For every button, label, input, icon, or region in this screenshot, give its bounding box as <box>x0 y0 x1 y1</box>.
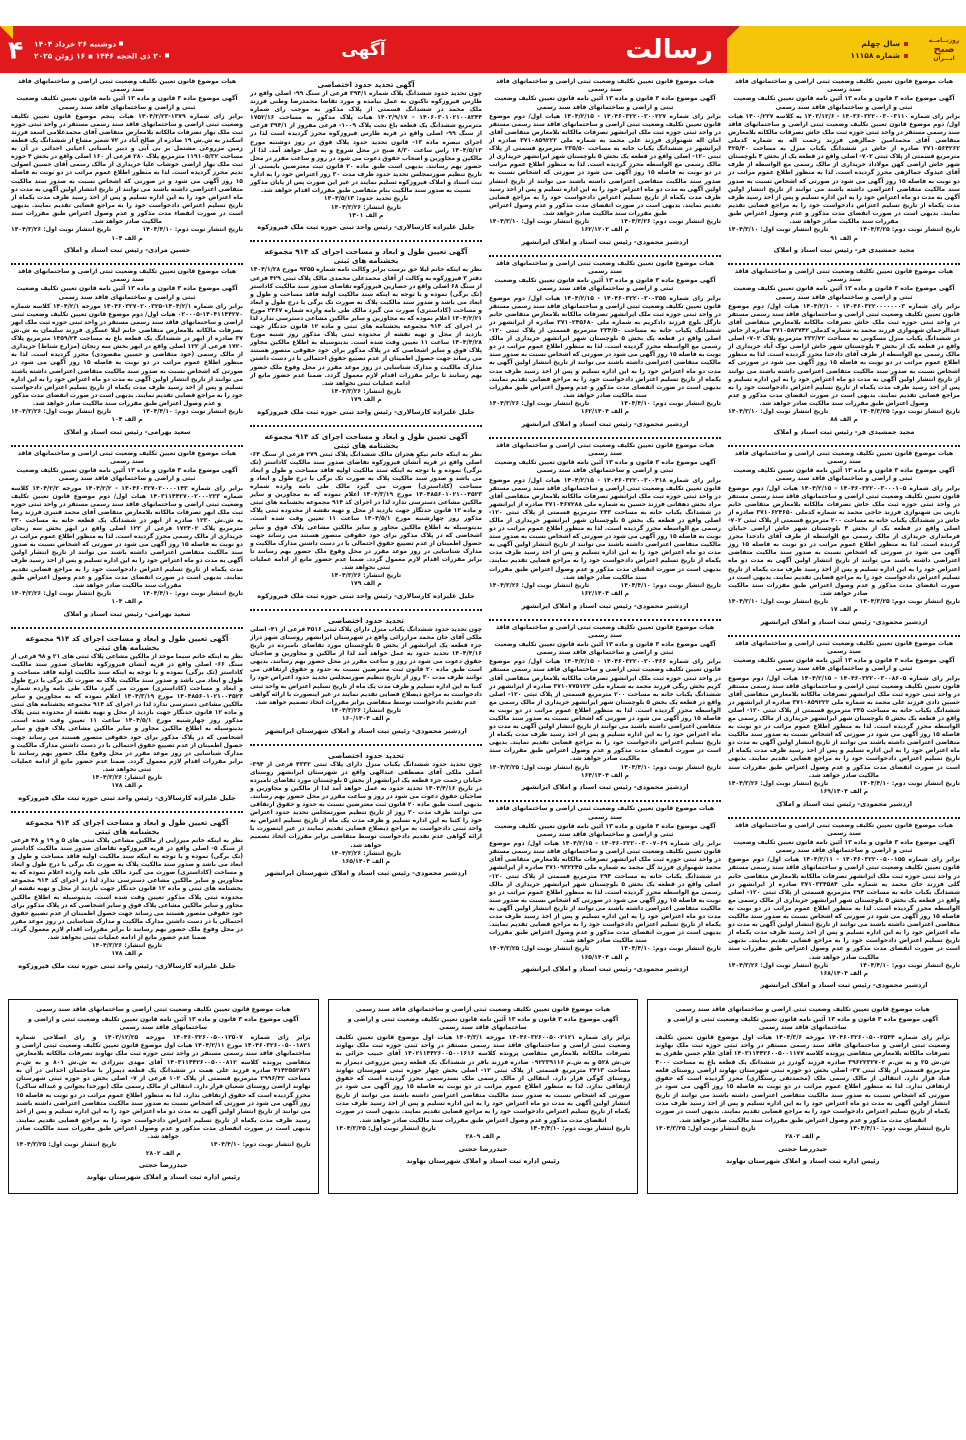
ad-publication-dates <box>728 780 960 788</box>
ad-publication-date <box>250 204 482 212</box>
date-solar: دوشنبه ۲۶ خرداد ۱۴۰۴ <box>34 39 117 48</box>
publication-date-2: تاریخ انتشار نوبت دوم: ۱۴۰۴/۴/۱۰ <box>620 399 721 407</box>
ad-reference-code: م الف ۲۸۰۲ <box>145 1149 181 1157</box>
ad-reference-code: م الف ۱۶۲/۱۲۰۲ <box>580 226 630 234</box>
publication-date-2: تاریخ انتشار نوبت دوم: ۱۴۰۴/۴/۱۰ <box>210 1141 311 1149</box>
publication-date-2: تاریخ انتشار نوبت دوم: ۱۴۰۴/۳/۲۵ <box>859 226 960 234</box>
publication-date-1: تاریخ انتشار نوبت اول: ۱۴۰۴/۳/۲۶ <box>11 589 112 597</box>
classified-ad <box>250 749 482 881</box>
ad-body-text: برابر رای شماره ۱۴۰۴/۲/۱-۱۴۰۴۶۰۳۲۷۰۲۰۰۳۲۵ مورخه ۱۴۰۴/۲/۱ کلاسه شماره ۱۴۰۴۱۱۴۴۲۷۰-۰۲۰۰۰۵ هیات اول/ دوم موضوع قانون تعیین تکلیف وضعیت ثبتی اراضی و ساختمانهای فاقد سند رسمی مستقر در واحد ثبتی حوزه ثبت ملک ابهر نصرفات مالکانه بلامعارض متقاضی خانم لیلا عسگری فرزند سلیمان به ش.ش ۳۷ صادره از ابهر در ششدانگ یک قطعه باغ به مساحت ۱۴۵۹/۲۴ مترمربع پلاک ۱۷۲۰ فرعی از ۱۲۲ اصلی واقع در ابهر بخش سه زنجان (مزارع شناط) خریداری از مالک رسمی (خود متقاضی و حسین مقصودی) محرز گردیده است. لذا به منظور اطلاع عموم مراتب در دو نوبت به فاصله ۱۵ روز آگهی می شود در صورتی که اشخاص نسبت به صدور سند مالکیت متقاضی اعتراضی داشته باشند می توانند از تاریخ انتشار اولین آگهی به مدت دو ماه اعتراض خود را به این اداره تسلیم و پس از اخذ رسید ظرف مدت یکماه از تاریخ تسلیم اعتراض دادخواست خود را به مراجع قضایی تقدیم نمایند. بدیهی است در صورت انقضای مدت مذکور و عدم وصول اعتراض طبق مقررات سند مالکیت صادر خواهد شد. <box>11 302 244 407</box>
publication-date-2: تاریخ انتشار نوبت دوم: ۱۴۰۴/۴/۱۰ <box>142 589 243 597</box>
ad-publication-date <box>250 707 482 715</box>
ad-signature: سعید بهرامی- رئیس ثبت اسناد و املاک <box>63 609 191 618</box>
ad-body-text: چون تحدید حدود ششدانگ یکباب منزل دارای پلاک ثبتی ۴۳۳۲ فرعی از ۳۹۴- اصلی ملکی آقای مصطفی عبدالهی واقع در شهرستان ایرانشهر روستای خیابان رحمت جزء قطعه یک ایرانشهر از بخش ۵ بلوچستان مورد تقاضای نامبرده در تاریخ ۱۴۰۴/۴/۱۶ تحدید حدود به عمل خواهد آمد لذا از مالکین و مجاورین و صاحبان حقوق دعوت می شود در روز و ساعت مقرر در محل حضور بهم رسانند. بدیهی است طبق ماده ۲۰ قانون ثبت معترضین نسبت به حدود و حقوق ارتفاقی می توانند ظرف مدت ۳۰ روز از تاریخ تنظیم صورتمجلس تحدید حدود اعتراض خود را کتبا به این اداره تسلیم و ظرف مدت یک ماه از تاریخ تسلیم اعتراض به واحد ثبتی دادخواست به مراجع ذیصلاح قضایی تقدیم نمایند در غیر اینصورت با ارائه گواهی عدم تقدیم دادخواست توسط متقاضی برابر مقررات اتخاذ تصمیم خواهد شد. <box>250 760 483 849</box>
classified-ad <box>728 822 960 993</box>
publication-date-2: تاریخ انتشار نوبت دوم: ۱۴۰۴/۳/۲۵ <box>859 407 960 415</box>
ad-title: آگهی تحدید حدود اختصاصی <box>317 80 415 89</box>
ad-reference-code: م الف ۱۷۸ <box>111 782 143 790</box>
ad-reference-code: م الف ۱۴۰۱ <box>348 212 384 220</box>
ad-signature: اردشیر محمودی- رئیس ثبت اسناد و املاک <box>776 799 912 808</box>
ad-separator <box>250 744 482 746</box>
ad-signature: جلیل علیزاده کارسالاری- رئیس واحد ثبتی حوزه ثبت ملک فیروزکوه <box>257 223 475 232</box>
ad-body-text: برابر رای شماره ۱۴۰۴۶۰۳۲۲۰۰۰۰۰۰۰۳ - ۱۴۰۴/۲/۱۰ هیات اول/ دوم موضوع قانون تعیین تکلیف وضعیت ثبتی اراضی و ساختمانهای فاقد سند رسمی مستقر در واحد ثبتی حوزه ثبت ملک خاش تصرفات مالکانه بلامعارض متقاضی آقای عبدالرحمان شهنوازی فرزند محمد به شماره کدملی ۳۷۱۰۵۸۳۷۴۲ صادره از خاش در ششدانگ یکباب منزل مسکونی به مساحت ۲۳۲/۷۲ مترمربع پلاک ۷۰۲- اصلی واقع در قطعه یک از بخش ۴ بلوچستان شهر خاش اراضی نوک آباد خریداری از مالک رسمی مع الواسطه از طرف آقای دادخدا محرز گردیده است. لذا به منظور اطلاع عموم مراتب در دو نوبت به فاصله ۱۵ روز آگهی می شود در صورتی که اشخاص نسبت به صدور سند مالکیت متقاضی اعتراضی داشته باشند می توانند از تاریخ انتشار اولین آگهی به مدت دو ماه اعتراض خود را به این اداره تسلیم و پس از اخذ رسید ظرف مدت یکماه از تاریخ تسلیم اعتراض دادخواست خود را به مراجع قضایی تقدیم نمایند. بدیهی است در صورت انقضای مدت مذکور و عدم وصول اعتراض طبق مقررات سند مالکیت صادر خواهد شد. <box>728 302 961 407</box>
ad-reference-code: م الف ۲۸۰۲ <box>785 1133 821 1141</box>
ad-body-text: برابر رای شماره ۱۴۰۴۶۰۳۲۲۰۰۳۰۰۴۱۸ - ۱۴۰۴/۲/۱۵ هیات اول/ دوم موضوع قانون تعیین تکلیف وضعیت ثبتی اراضی و ساختمانهای فاقد سند رسمی مستقر در واحد ثبتی حوزه ثبت ملک ایرانشهر تصرفات مالکانه بلامعارض متقاضی آقای مراد بخش دهقانی فرزند حسین به شماره ملی ۳۷۱۰۴۶۷۲۸۸ صادره از ایرانشهر در ششدانگ یکباب خانه به مساحت ۲۴۳ مترمربع قسمتی از پلاک ثبتی ۱۲۰- اصلی واقع در قطعه یک بخش ۵ بلوچستان شهر ایرانشهر خریداری از مالک رسمی مع الواسطه محرز گردیده است. لذا به منظور اطلاع عموم مراتب در دو نوبت به فاصله ۱۵ روز آگهی می شود در صورتی که اشخاص نسبت به صدور سند مالکیت متقاضی اعتراضی داشته باشند می توانند از تاریخ انتشار اولین آگهی به مدت دو ماه اعتراض خود را به این اداره تسلیم و پس از اخذ رسید ظرف مدت یکماه از تاریخ تسلیم اعتراض دادخواست خود را به مراجع قضایی تقدیم نمایند. بدیهی است در صورت انقضای مدت مذکور و عدم وصول اعتراض طبق مقررات سند مالکیت صادر خواهد شد. <box>489 476 722 581</box>
logo-line-3: ایـــران <box>933 55 955 62</box>
classified-ad <box>728 268 960 439</box>
ad-heading-notice: آگهی موضوع ماده ۳ قانون و ماده ۱۳ آئین نامه قانون تعیین تکلیف وضعیت ثبتی و اراضی و ساختمانهای فاقد سند رسمی <box>494 822 716 838</box>
ad-publication-dates <box>11 590 243 598</box>
publication-date-1: تاریخ انتشار نوبت اول: ۱۴۰۴/۳/۲۶ <box>11 407 112 415</box>
ad-heading-notice: آگهی موضوع ماده ۳ قانون و ماده ۱۳ آئین نامه قانون تعیین تکلیف وضعیت ثبتی و اراضی و ساختمانهای فاقد سند رسمی <box>733 95 955 111</box>
ad-signature: حسین مرادی- رئیس ثبت اسناد و املاک <box>63 245 191 254</box>
publication-date-2: تاریخ انتشار نوبت دوم: ۱۴۰۴/۳/۲۵ <box>859 597 960 605</box>
publication-date-2: تاریخ انتشار نوبت دوم: ۱۴۰۴/۴/۱۰ <box>142 407 243 415</box>
ad-publication-dates <box>489 218 721 226</box>
masthead-left-panel <box>727 26 966 73</box>
newspaper-column-2 <box>489 78 721 995</box>
publication-date-2: تاریخ انتشار نوبت دوم: ۱۴۰۴/۴/۱۰ <box>849 1124 950 1132</box>
publication-date-2: تاریخ انتشار نوبت دوم: ۱۴۰۴/۴/۱۰ <box>529 1124 631 1132</box>
ad-reference-code: م الف ۹۱ <box>830 234 858 242</box>
issue-label-row <box>851 51 908 60</box>
ad-body-text: برابر رای شماره ۱۴۰۴۶۰۳۲۶۰۰۵۰۰۱۳۵۰۷ مورخه ۱۴۰۳/۱۲/۲۵ و رای اصلاحی شماره ۱۴۰۴۶۰۳۲۶۰۰۵۰۰۱۸۲۱ مورخ ۱۴۰۴/۲/۱۱ هیات اول موضوع قانون تعیین تکلیف وضعیت ثبتی اراضی و ساختمانهای فاقد سند رسمی مستقر در واحد ثبتی حوزه ثبت ملک نهاوند تصرفات مالکانه بلامعارض متقاضی پرونده کلاسه ۱۴۰۳۱۱۴۴۲۶۰۰۵۰۰۰۸۱۲ آقای مهدی بیرزادی به ش.ش ۸۰۱ و به ش.م ۴۱۴۲۵۵۲۸۳۱ صادره فرزند علی همت در ششدانگ یک قطعه دیمزار با ساختمان احداثی در آن به مساحت ۲۹۹۶/۴۲ مترمربع قسمتی از پلاک ۱۰۲ فرعی از ۷- اصلی بخش دو حوزه ثبتی شهرستان نهاوند اراضی روستای شعبان قرار دارد. انتقالی از مالک رسمی ملک (نورخدا بجوانی و عبداله ساکی) محرز گردیده است که حقوق ارتفاقی ندارد. لذا به منظور اطلاع عموم مراتب در دو نوبت به فاصله ۱۵ روز آگهی می شود در صورتی که اشخاص نسبت به صدور سند مالکیت متقاضی اعتراضی داشته باشند می توانند از تاریخ انتشار اولین آگهی به مدت دو ماه اعتراض خود را به این اداره تسلیم و پس از اخذ رسید ظرف مدت یکماه از تاریخ تسلیم اعتراض دادخواست خود را به مراجع قضایی تقدیم نمایند. بدیهی است در صورت انقضای مدت مذکور و عدم وصول اعتراض طبق مقررات سند مالکیت صادر خواهد شد. <box>15 1033 311 1141</box>
ad-separator <box>728 445 960 447</box>
classified-ad <box>11 450 243 621</box>
ad-publication-dates <box>728 962 960 970</box>
newspaper-column-1 <box>728 78 960 995</box>
classified-ad <box>11 632 243 805</box>
ad-body-text: برابر رای شماره ۱۴۰۴۶۰۳۲۲۰۰۳۰۰۸۶۰۵ - ۱۴۰۴/۲/۱۵ هیات اول/ دوم موضوع قانون تعیین تکلیف وضعیت ثبتی اراضی و ساختمانهای فاقد سند رسمی مستقر در واحد ثبتی حوزه ثبت ملک ایرانشهر تصرفات مالکانه بلامعارض متقاضی آقای حسین دادی فرزند علی محمد به شماره ملی ۳۷۱۰۸۵۹۲۲۲ صادره از ایرانشهر در ششدانگ یکباب خانه به مساحت ۲۳۵ مترمربع قسمتی از پلاک ثبتی ۱۲۰- اصلی واقع در قطعه یک بخش ۵ بلوچستان شهر ایرانشهر خریداری از مالک رسمی مع الواسطه محرز گردیده است. لذا به منظور اطلاع عموم مراتب در دو نوبت به فاصله ۱۵ روز آگهی می شود در صورتی که اشخاص نسبت به صدور سند مالکیت متقاضی اعتراضی داشته باشند می توانند از تاریخ انتشار اولین آگهی به مدت دو ماه اعتراض خود را به این اداره تسلیم و پس از اخذ رسید ظرف مدت یکماه از تاریخ تسلیم اعتراض دادخواست خود را به مراجع قضایی تقدیم نمایند. بدیهی است در صورت انقضای مدت مذکور و عدم وصول اعتراض طبق مقررات سند مالکیت صادر خواهد شد. <box>728 674 961 779</box>
boxed-ads-row <box>0 999 966 1194</box>
page-number: ۴ <box>8 35 24 64</box>
ad-body-text: چون تحدید حدود ششدانگ یکباب منزل دارای پلاک ثبتی ۴۵۱۶ فرعی از ۴۱- اصلی ملکی آقای جان محمد مزارزائی واقع در شهرستان ایرانشهر روستای شهر دراز جزء قطعه یک ایرانشهر از بخش ۵ بلوچستان مورد تقاضای نامبرده در تاریخ ۱۴۰۴/۴/۱۶ تحدید حدود به عمل خواهد آمد لذا از مالکین و مجاورین و صاحبان حقوق دعوت می شود در روز و ساعت مقرر در محل حضور بهم رسانند. بدیهی است طبق ماده ۲۰ قانون ثبت معترضین نسبت به حدود و حقوق ارتفاقی می توانند ظرف مدت ۳۰ روز از تاریخ تنظیم صورتمجلس تحدید حدود اعتراض خود را کتبا به این اداره تسلیم و ظرف مدت یک ماه از تاریخ تسلیم اعتراض به واحد ثبتی دادخواست به مراجع ذیصلاح قضایی تقدیم نمایند در غیر اینصورت با ارائه گواهی عدم تقدیم دادخواست توسط متقاضی برابر مقررات اتخاذ تصمیم خواهد شد. <box>250 625 483 706</box>
ad-separator <box>250 425 482 427</box>
ad-heading-notice: آگهی موضوع ماده ۳ قانون و ماده ۱۳ آئین نامه قانون تعیین تکلیف وضعیت ثبتی و اراضی و ساختمانهای فاقد سند رسمی <box>494 459 716 475</box>
classified-ad <box>11 78 243 257</box>
ad-separator <box>728 635 960 637</box>
ad-heading-notice: آگهی موضوع ماده ۳ قانون و ماده ۱۳ آئین نامه قانون تعیین تکلیف وضعیت ثبتی و اراضی و ساختمانهای فاقد سند رسمی <box>494 640 716 657</box>
ad-reference-code: م الف ۱۶۲/۱۴۰۴ <box>580 590 630 598</box>
ad-heading-notice: آگهی موضوع ماده ۳ قانون و ماده ۱۳ آئین نامه قانون تعیین تکلیف وضعیت ثبتی و اراضی و ساختمانهای فاقد سند رسمی <box>494 95 716 111</box>
publication-date-1: تاریخ انتشار نوبت اول: ۱۴۰۴/۳/۲۶ <box>11 226 112 234</box>
publication-date-1: تاریخ انتشار نوبت اول: ۱۴۰۴/۳/۱۰ <box>728 226 829 234</box>
publication-date: تاریخ انتشار: ۱۴۰۴/۳/۲۶ <box>91 942 163 950</box>
ad-signature-name: حیدررضا حجتی <box>138 1161 188 1170</box>
ad-title: آگهی تعیین طول و ابعاد و مساحت اجرای کد ۹۱۴ مجموعه بخشنامه های ثبتی <box>25 817 229 836</box>
ad-heading-board: هیات موضوع قانون تعیین تکلیف وضعیت ثبتی اراضی و ساختمانهای فاقد سند رسمی <box>17 267 237 284</box>
ad-tahdid-date-row <box>250 195 482 203</box>
publication-date-1: تاریخ انتشار نوبت اول: ۱۴۰۴/۳/۲۶ <box>489 581 590 589</box>
publication-date: تاریخ انتشار: ۱۴۰۴/۳/۲۶ <box>91 774 163 782</box>
ad-separator <box>11 627 243 629</box>
classifieds-sheet <box>0 78 966 1440</box>
classified-ad <box>489 78 721 249</box>
masthead <box>0 26 966 73</box>
ad-body-text: نظر به اینکه خانم نیکو هجران مالک ششدانگ پلاک ثبتی ۲۷۹ فرعی از سنگ ۶۴- اصلی واقع در قریه آتشان فیروزکوه تقاضای صدور سند مالکیت کاداستر (تک برگی) نموده و با توجه به اینکه سند مالکیت اولیه فاقد مساحت و طول و ابعاد می باشد و صدور سند مالکیت پلاک به صورت تک برگی با درج طول و ابعاد و مساحت (کاداستری) صورت می گیرد مالک طی نامه وارده شماره ۱۴۰۴۸۵۶۰۱۰۲۱۰۰۴۵۲۳ مورخ ۱۴۰۴/۳/۱۹ اعلام نموده که به مجاورین و سایر مالکین مشاعی دسترسی ندارد لذا در اجرای کد ۹۱۴ مجموعه بخشنامه های ثبتی و ماده ۱۲ قانون حدنگار جهت بازدید از محل و تهیه نقشه از محدوده ثبتی پلاک مذکور روز چهارشنبه مورخ ۱۴۰۴/۵/۱ ساعت ۱۱ تعیین وقت شده است. بدینوسیله به اطلاع مالکین مجاور و سایر مالکین مشاعی پلاک فوق و سایر اشخاصی که در پلاک مذکور برای خود حقوقی متصور هستند می رساند جهت حصول اطمینان از عدم تضییع حقوق احتمالی با در دست داشتن مدارک مالکیت و مدارک شناسایی در روز موعد مقرر در محل وقوع ملک حضور بهم رسانند تا برابر مقررات اقدام لازم معمول گردد. ضمنا عدم حضور مانع از ادامه عملیات ثبتی نخواهد شد. <box>250 450 483 571</box>
ad-publication-dates <box>728 226 960 234</box>
newspaper-logo-stamp <box>922 31 966 69</box>
masthead-dates <box>34 39 169 60</box>
ad-heading-notice: آگهی موضوع ماده ۳ قانون و ماده ۱۳ آئین نامه قانون تعیین تکلیف وضعیت ثبتی و اراضی و ساختمانهای فاقد سند رسمی <box>16 285 238 301</box>
bullet-square-icon <box>904 54 908 58</box>
column-grid <box>0 78 966 995</box>
publication-date-1: تاریخ انتشار نوبت اول: ۱۴۰۴/۳/۲۵ <box>489 763 590 771</box>
publication-date-2: تاریخ انتشار نوبت دوم: ۱۴۰۴/۴/۱۰ <box>142 226 243 234</box>
publication-date-1: تاریخ انتشار نوبت اول: ۱۴۰۴/۳/۲۶ <box>489 399 590 407</box>
ad-signature: مجید جمشیدی فر- رئیس ثبت اسناد و املاک <box>773 427 915 436</box>
ad-publication-dates <box>728 408 960 416</box>
publication-date-1: تاریخ انتشار نوبت اول: ۱۴۰۴/۳/۲۶ <box>728 961 829 969</box>
ad-body-text: برابر رای شماره ۱۴۰۴۶۰۳۲۶۰۰۵۰۰۲۵۴۴ مورخه ۱۴۰۴/۳/۶ هیات اول موضوع قانون تعیین تکلیف وضعیت ثبتی اراضی و ساختمانهای فاقد سند رسمی مستقر در واحد ثبتی حوزه ثبت ملک نهاوند تصرفات مالکانه بلامعارض متقاضی پرونده کلاسه ۱۴۰۳۱۱۴۴۲۶۰۰۵۰۰۱۱۷۷ آقای غلام حسن ظفری به ش.ش ۲۵ و به ش.م ۳۹۶۲۲۳۲۷۰۲ صادره فرزند گودرز در ششدانگ یک قطعه باغ به مساحت ۴۰۰۰ مترمربع قسمتی از پلاک ثبتی ۳۷- اصلی بخش دو حوزه ثبتی شهرستان نهاوند اراضی روستای قلعه قباد قرار دارد. انتقالی از مالک رسمی ملک (محمدتقی رستگاری) محرز گردیده است که حقوق ارتفاقی ندارد. لذا به منظور اطلاع عموم مراتب در دو نوبت به فاصله ۱۵ روز آگهی می شود در صورتی که اشخاص نسبت به صدور سند مالکیت متقاضی اعتراضی داشته باشند می توانند از تاریخ انتشار اولین آگهی به مدت دو ماه اعتراض خود را به این اداره تسلیم و پس از اخذ رسید ظرف مدت یکماه از تاریخ تسلیم اعتراض دادخواست خود را به مراجع قضایی تقدیم نمایند. بدیهی است در صورت انقضای مدت مذکور و عدم وصول اعتراض طبق مقررات سند مالکیت صادر خواهد شد. <box>655 1033 951 1124</box>
ad-signature: جلیل علیزاده کارسالاری- رئیس واحد ثبتی حوزه ثبت ملک فیروزکوه <box>257 407 475 416</box>
ad-body-text: برابر رای شماره ۱۴۰۴۶۰۳۲۶۰۰۵۰۰۲۱۲۱ مورخه ۱۴۰۴/۳/۱ هیات اول موضوع قانون تعیین تکلیف وضعیت ثبتی اراضی و ساختمانهای فاقد سند رسمی مستقر در واحد ثبتی حوزه ثبت ملک نهاوند تصرفات مالکانه بلامعارض متقاضی پرونده کلاسه ۱۴۰۲۱۱۴۴۲۶۰۰۵۰۰۱۶۱۶ آقای حبیب خزائی به ش.ش ۵۲۸ و به ش.م ۰۹۲۲۳۹۱۱۶ صادره فرزند باقر در ششدانگ یک قطعه زمین مزروعی دیمزار به مساحت ۲۴۱۳ مترمربع قسمتی از پلاک ثبتی ۱۲- اصلی بخش چهار حوزه ثبتی شهرستان نهاوند روستای کوگی قرار دارد. انتقالی از مالک رسمی ملک بسدرسمی محرز گردیده است که حقوق ارتفاقی ندارد. لذا به منظور اطلاع عموم مراتب در دو نوبت به فاصله ۱۵ روز آگهی می شود در صورتی که اشخاص نسبت به صدور سند مالکیت متقاضی اعتراضی داشته باشند می توانند از تاریخ انتشار اولین آگهی به مدت دو ماه اعتراض خود را به این اداره تسلیم و پس از اخذ رسید ظرف مدت یکماه از تاریخ تسلیم اعتراض دادخواست خود را به مراجع قضایی تقدیم نمایند. بدیهی است در صورت انقضای مدت مذکور و عدم وصول اعتراض طبق مقررات سند مالکیت صادر خواهد شد. <box>335 1033 631 1124</box>
ad-heading-notice: آگهی موضوع ماده ۳ قانون و ماده ۱۳ آئین نامه قانون تعیین تکلیف وضعیت ثبتی و اراضی و ساختمانهای فاقد سند رسمی <box>28 1015 299 1032</box>
ad-publication-dates <box>728 598 960 606</box>
issue-label: شماره ۱۱۱۵۸ <box>850 51 900 60</box>
classified-ad <box>489 624 721 795</box>
ad-signature: جلیل علیزاده کارسالاری- رئیس واحد ثبتی حوزه ثبت ملک فیروزکوه <box>257 591 475 600</box>
ad-heading-board: هیات موضوع قانون تعیین تکلیف وضعیت ثبتی اراضی و ساختمانهای فاقد سند رسمی <box>495 805 715 821</box>
masthead-banner <box>0 26 727 73</box>
ad-separator <box>728 263 960 265</box>
ad-heading-notice: آگهی موضوع ماده ۳ قانون و ماده ۱۳ آئین نامه قانون تعیین تکلیف وضعیت ثبتی و اراضی و ساختمانهای فاقد سند رسمی <box>16 95 238 111</box>
bullet-square-icon <box>119 42 123 46</box>
ad-heading-board: هیات موضوع قانون تعیین تکلیف وضعیت ثبتی اراضی و ساختمانهای فاقد سند رسمی <box>17 78 237 94</box>
ad-signature: اردشیر محمودی- رئیس ثبت اسناد و املاک ایرانشهر <box>521 237 689 246</box>
tahdid-date-label: تاریخ تحدید حدود: ۱۴۰۴/۵/۱۳ <box>323 195 409 203</box>
ad-signature: اردشیر محمودی- رئیس ثبت اسناد و املاک ایرانشهر <box>760 617 928 626</box>
ad-publication-dates <box>336 1125 631 1133</box>
boxed-ad-box-middle <box>328 999 639 1194</box>
publication-date-1: تاریخ انتشار نوبت اول: ۱۴۰۴/۳/۱۰ <box>728 597 829 605</box>
publication-date-2: تاریخ انتشار نوبت دوم: ۱۴۰۴/۴/۱۰ <box>859 961 960 969</box>
ad-reference-code: م الف ۱۷۸ <box>111 950 143 958</box>
publication-date-1: تاریخ انتشار نوبت اول: ۱۴۰۴/۳/۲۵ <box>335 1124 436 1132</box>
ad-body-text: نظر به اینکه خانم لیلا حق برست برابر وکالت نامه شماره ۹۳۵۵ مورخ ۱۴۰۴/۱/۲۸ دفتر ۳ فیروزکوه به وکالت از آقای محمدعلی محمدی مالک پلاک ثبتی ۴۲۹ فرعی از سنگ ۶۸ اصلی واقع در حصارین فیروزکوه تقاضای صدور سند مالکیت کاداستر (تک برگی) نموده و با توجه به اینکه سند مالکیت اولیه فاقد مساحت و طول و ابعاد می باشد و صدور سند مالکیت پلاک به صورت تک برگی با درج طول و ابعاد و مساحت (کاداستری) صورت می گیرد مالک طی نامه وارده شماره ۲۴۶۷ مورخ ۱۴۰۴/۲/۲۱ اعلام نموده که به مجاورین و سایر مالکین مشاعی دسترسی ندارد لذا در اجرای کد ۹۱۴ مجموعه بخشنامه های ثبتی و ماده ۱۲ قانون حدنگار جهت بازدید از محل و تهیه نقشه از محدوده ثبتی پلاک مذکور روز شنبه مورخ ۱۴۰۴/۴/۲۸ ساعت ۱۱ تعیین وقت شده است. بدینوسیله به اطلاع مالکین مجاور پلاک فوق و سایر اشخاصی که در پلاک مذکور برای خود حقوقی متصور هستند می رساند جهت حصول اطمینان از عدم تضییع حقوق احتمالی با در دست داشتن مدارک مالکیت و مدارک شناسایی در روز موعد مقرر در محل وقوع ملک حضور بهم رسانند تا برابر مقررات اقدام لازم معمول گردد. ضمنا عدم حضور مانع از ادامه عملیات ثبتی نخواهد شد. <box>250 266 483 387</box>
ad-reference-code: م الف ۱۶۵/۱۴۰۴ <box>580 953 630 961</box>
ad-publication-dates <box>655 1125 950 1133</box>
ad-reference-code: م الف ۱۶۵/۱۴۰۴ <box>341 858 391 866</box>
corner-triangle-red <box>727 26 740 39</box>
ad-heading-board: هیات موضوع قانون تعیین تکلیف وضعیت ثبتی اراضی و ساختمانهای فاقد سند رسمی <box>17 449 237 465</box>
ad-separator <box>489 255 721 257</box>
classified-ad <box>728 450 960 629</box>
ad-heading-notice: آگهی موضوع ماده ۳ قانون و ماده ۱۳ آئین نامه قانون تعیین تکلیف وضعیت ثبتی و اراضی و ساختمانهای فاقد سند رسمی <box>667 1015 938 1032</box>
ad-title: تحدید حدود اختصاصی <box>328 615 404 625</box>
ad-signature-name: حیدررضا حجتی <box>778 1144 828 1153</box>
ad-signature: جلیل علیزاده کارسالاری- رئیس واحد ثبتی حوزه ثبت ملک فیروزکوه <box>18 793 236 802</box>
ad-signature-role: رئیس اداره ثبت اسناد و املاک شهرستان نهاوند <box>406 1156 560 1165</box>
ad-publication-dates <box>11 226 243 234</box>
ad-signature-role: رئیس اداره ثبت اسناد و املاک شهرستان نهاوند <box>86 1173 241 1182</box>
ad-separator <box>489 619 721 621</box>
classified-ad <box>489 805 721 976</box>
ad-separator <box>489 800 721 802</box>
boxed-ad-box-left <box>8 999 319 1194</box>
ad-body-text: چون تحدید حدود ششدانگ پلاک شماره ۳۹۴/۱ فرعی از سنگ ۹۹- اصلی واقع در طارس فیروزکوه تاکنون به عمل نیامده و مورد تقاضا محمدرضا وطنی فرزند ملک محمد در ششدانگ قسمتی از پلاک مذکور به موجب رای شماره ۱۴۰۶۰۳۰۱۰۲۱۰۰۸۳۴۴ - ۱۴۰۳/۹/۱۷ هیات پلاک مذکور به مساحت ۱۷۵۲/۱۶ مترمربع ششدانگ یک قطعه باغ تحت پلاک ۱۰۰۹- فرعی مفروز از ۳۹۴/۱ فرعی از سنگ ۹۹- اصلی واقع در قریه طارس فیروزکوه محرز گردیده است لذا در اجرای تبصره ماده ۱۳- قانون تحدید حدود پلاک فوق در روز دوشنبه مورخ ۱۴۰۴/۵/۱۳ راس ساعت ۸/۳۰ صبح در محل شروع و به عمل خواهد آمد. لذا از مالکین و مجاورین و اصحاب حقوق دعوت می شود در روز و ساعت مقرر در محل حضور بهم رسانند. بدیهی است طبق ماده ۲۰ قانون ثبت معترضین بایستی از تاریخ تنظیم صورتمجلس تحدید حدود ظرف مدت ۳۰ روز اعتراض خود را به اداره ثبت اسناد و املاک فیروزکوه تسلیم نمایند در غیر این صورت پس از پایان مذکور نسبت به صدور سند مالکیت بنام متقاضی طبق مقررات اقدام خواهد شد. <box>250 90 483 195</box>
publication-date: تاریخ انتشار: ۱۴۰۴/۳/۲۶ <box>330 706 402 714</box>
corner-triangle-yellow <box>0 26 13 39</box>
bullet-square-icon <box>165 54 169 58</box>
publication-date-1: تاریخ انتشار نوبت اول: ۱۴۰۴/۳/۱۰ <box>489 218 590 226</box>
publication-date: تاریخ انتشار: ۱۴۰۴/۳/۲۶ <box>330 203 402 211</box>
date-solar-row <box>34 39 123 48</box>
bullet-square-icon <box>904 42 908 46</box>
publication-date: تاریخ انتشار: ۱۴۰۴/۳/۲۶ <box>330 849 402 857</box>
ad-reference-code: م الف ۱۷۹ <box>350 396 382 404</box>
newspaper-column-4 <box>11 78 243 995</box>
ad-title: آگهی تعیین طول و ابعاد و مساحت اجرای کد ۹۱۴ مجموعه بخشنامه های ثبتی <box>264 431 468 450</box>
ad-body-text: برابر رای شماره ۱۳۷۹-۱۴۰۴/۲/۲۳ هیات پنجم موضوع قانون تعیین تکلیف وضعیت ثبتی اراضی و ساختمانهای فاقد سند رسمی مستقر در واحد ثبتی حوزه ثبت ملک بهار تصرفات مالکانه بلامعارض متقاضی آقای محمدغلامی اسعد فرزند اسکندر به ش.ش ۱۹ صادره از صالح آباد در ۷۲ شعیر مشاع از ششدانگ یک قطعه زمین مزروعی مشتمل بر بی آبی و دبیر باستانی اعیانی احداثی در آن به مساحت ۱۱۹۱۰۵/۳۲ مترمربع پلاک ۲۸۰ فرعی از ۱۶۰ اصلی واقع در بخش ۴ حوزه ثبت ملک بهار اراضی خوشاب علیا خریداری از مالک رسمی آقای حسین اصولی ندیم محرز گردیده است. لذا به منظور اطلاع عموم مراتب در دو نوبت به فاصله ۱۵ روز آگهی می شود و در صورتی که اشخاص نسبت به صدور سند مالکیت متقاضی اعتراضی داشته باشند می توانند از تاریخ انتشار اولین آگهی به مدت دو ماه اعتراض خود را به این اداره تسلیم و پس از اخذ رسید ظرف مدت یکماه از تاریخ تسلیم اعتراض دادخواست خود را به مراجع قضایی تقدیم نمایند. بدیهی است در صورت انقضاء مدت مذکور و عدم وصول اعتراض طبق مقررات سند مالکیت صادر خواهد شد. <box>11 112 244 226</box>
publication-date-1: تاریخ انتشار نوبت اول: ۱۴۰۴/۳/۲۵ <box>655 1124 756 1132</box>
ad-signature: جلیل علیزاده کارسالاری- رئیس واحد ثبتی حوزه ثبت ملک فیروزکوه <box>18 961 236 970</box>
ad-separator <box>11 263 243 265</box>
ad-heading-board: هیات موضوع قانون تعیین تکلیف وضعیت ثبتی اراضی و ساختمانهای فاقد سند رسمی <box>495 623 715 639</box>
ad-signature: سعید بهرامی- رئیس ثبت اسناد و املاک <box>63 427 191 436</box>
section-title: آگهی <box>341 39 386 60</box>
ad-heading-board: هیات موضوع قانون تعیین تکلیف وضعیت ثبتی اراضی و ساختمانهای فاقد سند رسمی <box>495 78 715 94</box>
ad-publication-dates <box>489 764 721 772</box>
ad-publication-dates <box>16 1141 311 1149</box>
ad-publication-dates <box>11 408 243 416</box>
ad-reference-code: م الف ۱۰۴ <box>111 416 143 424</box>
classified-ad <box>728 640 960 811</box>
ad-body-text: برابر رای شماره ۱۴۰۴۶۰۳۲۲۰۰۵۰۰۱۵۵ - ۱۴۰۴/۲/۱۱ هیات اول/ دوم موضوع قانون تعیین تکلیف وضعیت ثبتی اراضی و ساختمانهای فاقد سند رسمی مستقر در واحد ثبتی حوزه ثبت ملک ایرانشهر تصرفات مالکانه بلامعارض متقاضی خانم گلی فرزند خان محمد به شماره ملی ۳۷۱۰۳۳۴۵۸۴ صادره از ایرانشهر در ششدانگ یکباب خانه به مساحت ۲۹۴ مترمربع قسمتی از پلاک ثبتی ۱۲۰- اصلی واقع در قطعه یک بخش ۵ بلوچستان شهر ایرانشهر خریداری از مالک رسمی مع الواسطه محرز گردیده است. لذا به منظور اطلاع عموم مراتب در دو نوبت به فاصله ۱۵ روز آگهی می شود در صورتی که اشخاص نسبت به صدور سند مالکیت متقاضی اعتراضی داشته باشند می توانند از تاریخ انتشار اولین آگهی به مدت دو ماه اعتراض خود را به این اداره تسلیم و پس از اخذ رسید ظرف مدت یکماه از تاریخ تسلیم اعتراض دادخواست خود را به مراجع قضایی تقدیم نمایند. بدیهی است در صورت انقضای مدت مذکور و عدم وصول اعتراض طبق مقررات سند مالکیت صادر خواهد شد. <box>728 856 961 961</box>
ad-heading-board: هیات موضوع قانون تعیین تکلیف وضعیت ثبتی اراضی و ساختمانهای فاقد سند رسمی <box>36 1006 291 1014</box>
ad-signature: اردشیر محمودی- رئیس ثبت اسناد و املاک شهرستان ایرانشهر <box>265 726 467 735</box>
classified-ad <box>250 245 482 418</box>
ad-publication-dates <box>489 400 721 408</box>
ad-signature: اردشیر محمودی- رئیس ثبت اسناد و املاک ایرانشهر <box>521 419 689 428</box>
newspaper-title: رسالت <box>625 34 713 65</box>
ad-heading-notice: آگهی موضوع ماده ۳ قانون و ماده ۱۳ آئین نامه قانون تعیین تکلیف وضعیت ثبتی و اراضی و ساختمانهای فاقد سند رسمی <box>16 467 238 483</box>
ad-reference-code: م الف ۱۰۴ <box>111 234 143 242</box>
ad-heading-board: هیات موضوع قانون تعیین تکلیف وضعیت ثبتی اراضی و ساختمانهای فاقد سند رسمی <box>495 259 715 276</box>
classified-ad <box>250 430 482 603</box>
ad-heading-board: هیات موضوع قانون تعیین تکلیف وضعیت ثبتی اراضی و ساختمانهای فاقد سند رسمی <box>355 1006 611 1014</box>
date-lunar-gregorian: ۲۰ ذی الحجه ۱۴۴۶ ▪ ۱۶ ژوئن ۲۰۲۵ <box>34 51 163 60</box>
ad-reference-code: م الف ۱۶۰/۱۴۰۴ <box>341 715 391 723</box>
newspaper-column-3 <box>250 78 482 995</box>
ad-heading-notice: آگهی موضوع ماده ۳ قانون و ماده ۱۳ آئین نامه قانون تعیین تکلیف وضعیت ثبتی و اراضی و ساختمانهای فاقد سند رسمی <box>733 467 955 483</box>
ad-heading-notice: آگهی موضوع ماده ۳ قانون و ماده ۱۳ آئین نامه قانون تعیین تکلیف وضعیت ثبتی و اراضی و ساختمانهای فاقد سند رسمی <box>733 657 955 673</box>
ad-reference-code: م الف ۱۷۹ <box>350 580 382 588</box>
publication-date-1: تاریخ انتشار نوبت اول: ۱۴۰۴/۳/۲۵ <box>15 1141 117 1149</box>
ad-body-text: برابر رای شماره ۱۴۰۳۶۰۳۲۲۰۰۳۰۰۳۱۱۰ - ۱۴۰۳/۱۲/۶ به کلاسه ۱۴۰۰/۲۲۷ هیات اول/ دوم موضوع قانون تعیین تکلیف وضعیت ثبتی اراضی و ساختمانهای فاقد سند رسمی مستقر در واحد ثبتی حوزه ثبت ملک خاش تصرفات مالکانه بلامعارض متقاضی آقای محمدامین جمالزهی فرزند رحمت اله به شماره کدملی ۳۷۱۰۵۶۴۲۶۲ صادره از خاش در ششدانگ یکباب منزل به مساحت ۴۲۵/۴۰ مترمربع قسمتی از پلاک ثبتی ۷۰۲- اصلی واقع در قطعه یک از بخش ۴ بلوچستان شهر خاش اراضی کهن مولاداد خریداری از مالک رسمی مع الواسطه از طرف آقای عیدوک جمالزهی محرز گردیده است. لذا به منظور اطلاع عموم مراتب در دو نوبت به فاصله ۱۵ روز آگهی می شود در صورتی که اشخاص نسبت به صدور سند مالکیت متقاضی اعتراضی داشته باشند می توانند از تاریخ انتشار اولین آگهی به مدت دو ماه اعتراض خود را به این اداره تسلیم و پس از اخذ رسید ظرف مدت یکماه از تاریخ تسلیم اعتراض دادخواست خود را به مراجع قضایی تقدیم نمایند. بدیهی است در صورت انقضای مدت مذکور و عدم وصول اعتراض طبق مقررات سند مالکیت صادر خواهد شد. <box>728 112 961 226</box>
ad-signature: اردشیر محمودی- رئیس ثبت اسناد و املاک ایرانشهر <box>521 965 689 974</box>
classified-ad <box>11 268 243 439</box>
ad-reference-code: م الف ۲۸۰۹ <box>465 1133 501 1141</box>
ad-reference-code: م الف ۱۷ <box>830 606 858 614</box>
ad-publication-date <box>250 850 482 858</box>
ad-title: آگهی تعیین طول و ابعاد و مساحت اجرای کد ۹۱۴ مجموعه بخشنامه های ثبتی <box>25 633 229 652</box>
ad-heading-notice: آگهی موضوع ماده ۳ قانون و ماده ۱۳ آئین نامه قانون تعیین تکلیف وضعیت ثبتی و اراضی و ساختمانهای فاقد سند رسمی <box>733 285 955 301</box>
masthead-issue-meta <box>851 39 916 60</box>
ad-separator <box>250 240 482 242</box>
ad-title: تحدید حدود اختصاصی <box>328 750 404 760</box>
publication-date-1: تاریخ انتشار نوبت اول: ۱۴۰۴/۳/۲۵ <box>489 945 590 953</box>
ad-body-text: برابر رای شماره ۱۴۰۴۶۰۳۲۷۰۲۰۰۰۰۱۴۳ - ۱۴۰۴/۲/۲ مورخه ۱۴۰۴/۲/۲ کلاسه شماره ۱۴۰۳۱۱۴۴۲۷۰۰۲۰۰۰۲۲۳ هیات اول/ دوم موضوع قانون تعیین تکلیف وضعیت ثبتی اراضی و ساختمانهای فاقد سند رسمی مستقر در واحد ثبتی حوزه ثبت ملک ابهر تصرفات مالکانه بلامعارض متقاضی آقای محمد قنبری فرزند رضا به ش.ش ۱۲۳۰ صادره از ابهر در ششدانگ یک قطعه خانه به مساحت ۲۳۰ مترمربع پلاک ۱۷۲۴۰۲ فرعی از ۱۲۲ اصلی واقع در ابهر بخش سه زنجان خریداری از مالک رسمی محرز گردیده است. لذا به منظور اطلاع عموم مراتب در دو نوبت به فاصله ۱۵ روز آگهی می شود در صورتی که اشخاص نسبت به صدور سند مالکیت متقاضی اعتراضی داشته باشند می توانند از تاریخ انتشار اولین آگهی به مدت دو ماه اعتراض خود را به این اداره تسلیم و پس از اخذ رسید ظرف مدت یکماه از تاریخ تسلیم اعتراض دادخواست خود را به مراجع قضایی تقدیم نمایند. بدیهی است در صورت انقضای مدت مذکور و عدم وصول اعتراض طبق مقررات سند مالکیت صادر خواهد شد. <box>11 484 244 589</box>
ad-heading-board: هیات موضوع قانون تعیین تکلیف وضعیت ثبتی اراضی و ساختمانهای فاقد سند رسمی <box>734 639 954 655</box>
publication-date-2: تاریخ انتشار نوبت دوم: ۱۴۰۴/۴/۱۰ <box>859 779 960 787</box>
ad-heading-board: هیات موضوع قانون تعیین تکلیف وضعیت ثبتی اراضی و ساختمانهای فاقد سند رسمی <box>734 267 954 284</box>
ad-reference-code: م الف ۸۸ <box>830 416 858 424</box>
ad-reference-code: م الف ۱۶۲/۱۴۰۴ <box>580 408 630 416</box>
ad-publication-date <box>250 388 482 396</box>
classified-ad <box>11 816 243 973</box>
classified-ad <box>250 78 482 234</box>
classified-ad <box>250 614 482 738</box>
ad-signature-name: حیدررضا حجتی <box>458 1144 508 1153</box>
year-label: سال چهلم <box>861 39 900 48</box>
publication-date-2: تاریخ انتشار نوبت دوم: ۱۴۰۴/۴/۱۰ <box>620 581 721 589</box>
ad-signature: اردشیر محمودی- رئیس ثبت اسناد و املاک ایرانشهر <box>521 601 689 610</box>
ad-body-text: برابر رای شماره ۱۴۰۴۶۰۳۲۲۰۰۳۰۰۰۱۰۵ - ۱۴۰۴/۲/۱۵ هیات اول/ دوم موضوع قانون تعیین تکلیف وضعیت ثبتی اراضی و ساختمانهای فاقد سند رسمی مستقر در واحد ثبتی حوزه ثبت ملک خاش تصرفات مالکانه بلامعارض متقاضی خانم نازبی بی شهنوازی فرزند حاجی محمد به شماره کدملی ۳۷۱۰۶۲۴۶۵۰ صادره از خاش در ششدانگ یکباب خانه به مساحت ۲۰۰ مترمربع قسمتی از پلاک ثبتی ۷۰۲- اصلی واقع در قطعه یک از بخش ۴ بلوچستان شهر خاش اراضی خیابان فرمانداری خریداری از مالک رسمی مع الواسطه از طرف آقای دادخدا محرز گردیده است. لذا به منظور اطلاع عموم مراتب در دو نوبت به فاصله ۱۵ روز آگهی می شود در صورتی که اشخاص نسبت به صدور سند مالکیت متقاضی اعتراضی داشته باشند می توانند از تاریخ انتشار اولین آگهی به مدت دو ماه اعتراض خود را به این اداره تسلیم و پس از اخذ رسید ظرف مدت یکماه از تاریخ تسلیم اعتراض دادخواست خود را به مراجع قضایی تقدیم نمایند. بدیهی است در صورت انقضای مدت مذکور و عدم وصول اعتراض طبق مقررات سند مالکیت صادر خواهد شد. <box>728 484 961 597</box>
ad-body-text: برابر رای شماره ۱۴۰۴۶۰۳۲۲۰۰۳۰۰۳۵۵ - ۱۴۰۴/۲/۱۵ هیات اول/ دوم موضوع قانون تعیین تکلیف وضعیت ثبتی اراضی و ساختمانهای فاقد سند رسمی مستقر در واحد ثبتی حوزه ثبت ملک ایرانشهر تصرفات مالکانه بلامعارض متقاضی خانم نازگل بلوچ فرزند دادکریم به شماره ملی ۳۷۱۰۲۴۵۶۸۰ صادره از ایرانشهر در ششدانگ یکباب خانه به مساحت ۲۳۴/۵۰ مترمربع قسمتی از پلاک ثبتی ۱۲۰- اصلی واقع در قطعه یک بخش ۵ بلوچستان شهر ایرانشهر خریداری از مالک رسمی مع الواسطه محرز گردیده است. لذا به منظور اطلاع عموم مراتب در دو نوبت به فاصله ۱۵ روز آگهی می شود در صورتی که اشخاص نسبت به صدور سند مالکیت متقاضی اعتراضی داشته باشند می توانند از تاریخ انتشار اولین آگهی به مدت دو ماه اعتراض خود را به این اداره تسلیم و پس از اخذ رسید ظرف مدت یکماه از تاریخ تسلیم اعتراض دادخواست خود را به مراجع قضایی تقدیم نمایند. بدیهی است در صورت انقضای مدت مذکور و عدم وصول اعتراض طبق مقررات سند مالکیت صادر خواهد شد. <box>489 294 722 399</box>
ad-separator <box>489 437 721 439</box>
ad-publication-date <box>11 942 243 950</box>
ad-heading-board: هیات موضوع قانون تعیین تکلیف وضعیت ثبتی اراضی و ساختمانهای فاقد سند رسمی <box>495 441 715 457</box>
ad-reference-code: م الف ۱۰۴ <box>111 598 143 606</box>
publication-date: تاریخ انتشار: ۱۴۰۴/۳/۲۶ <box>330 387 402 395</box>
ad-signature: مجید جمشیدی فر- رئیس ثبت اسناد و املاک <box>773 245 915 254</box>
ad-separator <box>250 609 482 611</box>
publication-date-1: تاریخ انتشار نوبت اول: ۱۴۰۴/۳/۱۰ <box>728 407 829 415</box>
ad-heading-board: هیات موضوع قانون تعیین تکلیف وضعیت ثبتی اراضی و ساختمانهای فاقد سند رسمی <box>734 449 954 465</box>
ad-separator <box>11 811 243 813</box>
ad-body-text: نظر به اینکه خانم سیما موحد از مالکین مشاعی پلاک ثبتی های ۲۱ و ۹۸ فرعی از سنگ ۶۶- اصلی واقع در قریه آتشان فیروزکوه تقاضای صدور سند مالکیت کاداستر (تک برگی) نموده و با توجه به اینکه سند مالکیت اولیه فاقد مساحت و طول و ابعاد می باشد و صدور سند مالکیت پلاک به صورت تک برگی با درج طول و ابعاد و مساحت (کاداستری) صورت می گیرد مالک طی نامه وارده شماره ۱۴۰۴۸۵۶۰۱۰۲۱۰۰۴۵۲۳ مورخ ۱۴۰۴/۳/۱۹ اعلام نموده که به مجاورین و سایر مالکین مشاعی دسترسی ندارد لذا در اجرای کد ۹۱۴ مجموعه بخشنامه های ثبتی و ماده ۱۲ قانون حدنگار جهت بازدید از محل و تهیه نقشه از محدوده ثبتی پلاک مذکور روز چهارشنبه مورخ ۱۴۰۴/۵/۱ ساعت ۱۱ تعیین وقت شده است. بدینوسیله به اطلاع مالکین مجاور و سایر مالکین مشاعی پلاک فوق و سایر اشخاصی که در پلاک مذکور برای خود حقوقی متصور هستند می رساند جهت حصول اطمینان از عدم تضییع حقوق احتمالی با در دست داشتن مدارک مالکیت و مدارک شناسایی در روز موعد مقرر در محل وقوع ملک حضور بهم رسانند تا برابر مقررات اقدام لازم معمول گردد. ضمنا عدم حضور مانع از ادامه عملیات ثبتی نخواهد شد. <box>11 652 244 773</box>
publication-date-1: تاریخ انتشار نوبت اول: ۱۴۰۴/۳/۲۶ <box>728 779 829 787</box>
ad-publication-date <box>250 572 482 580</box>
ad-signature-role: رئیس اداره ثبت اسناد و املاک شهرستان نهاوند <box>725 1156 880 1165</box>
ad-heading-notice: آگهی موضوع ماده ۳ قانون و ماده ۱۳ آئین نامه قانون تعیین تکلیف وضعیت ثبتی و اراضی و ساختمانهای فاقد سند رسمی <box>733 838 955 855</box>
ad-body-text: برابر رای شماره ۱۴۰۴۶۰۳۲۲۰۰۳۰۰۷۰۶۹ - ۱۴۰۴/۲/۱۵ هیات اول/ دوم موضوع قانون تعیین تکلیف وضعیت ثبتی اراضی و ساختمانهای فاقد سند رسمی مستقر در واحد ثبتی حوزه ثبت ملک ایرانشهر تصرفات مالکانه بلامعارض متقاضی آقای محمد شهنوازی فرزند گل محمد به شماره ملی ۳۷۱۰۹۳۲۲۴۵ صادره از ایرانشهر در ششدانگ یکباب خانه به مساحت ۲۹۴ مترمربع قسمتی از پلاک ثبتی ۱۲۰- اصلی واقع در قطعه یک بخش ۵ بلوچستان شهر ایرانشهر خریداری از مالک رسمی مع الواسطه محرز گردیده است. لذا به منظور اطلاع عموم مراتب در دو نوبت به فاصله ۱۵ روز آگهی می شود در صورتی که اشخاص نسبت به صدور سند مالکیت متقاضی اعتراضی داشته باشند می توانند از تاریخ انتشار اولین آگهی به مدت دو ماه اعتراض خود را به این اداره تسلیم و پس از اخذ رسید ظرف مدت یکماه از تاریخ تسلیم اعتراض دادخواست خود را به مراجع قضایی تقدیم نمایند. بدیهی است در صورت انقضای مدت مذکور و عدم وصول اعتراض طبق مقررات سند مالکیت صادر خواهد شد. <box>489 840 722 945</box>
ad-signature: اردشیر محمودی- رئیس ثبت اسناد و املاک ایرانشهر <box>521 783 689 792</box>
ad-separator <box>728 817 960 819</box>
classified-ad <box>489 260 721 431</box>
ad-reference-code: م الف ۱۶۹/۱۴۰۴ <box>819 788 869 796</box>
boxed-ad-box-right <box>647 999 958 1194</box>
ad-heading-board: هیات موضوع قانون تعیین تکلیف وضعیت ثبتی اراضی و ساختمانهای فاقد سند رسمی <box>675 1006 930 1014</box>
ad-publication-date <box>11 774 243 782</box>
ad-signature: اردشیر محمودی- رئیس ثبت اسناد و املاک شهرستان ایرانشهر <box>265 869 467 878</box>
ad-heading-board: هیات موضوع قانون تعیین تکلیف وضعیت ثبتی اراضی و ساختمانهای فاقد سند رسمی <box>734 78 954 94</box>
ad-separator <box>11 445 243 447</box>
ad-signature: اردشیر محمودی- رئیس ثبت اسناد و املاک ایرانشهر <box>760 981 928 990</box>
publication-date-2: تاریخ انتشار نوبت دوم: ۱۴۰۴/۳/۲۶ <box>620 218 721 226</box>
ad-heading-board: هیات موضوع قانون تعیین تکلیف وضعیت ثبتی اراضی و ساختمانهای فاقد سند رسمی <box>734 821 954 837</box>
ad-title: آگهی تعیین طول و ابعاد و مساحت اجرای کد ۹۱۴ مجموعه بخشنامه های ثبتی <box>264 247 468 266</box>
ad-publication-dates <box>489 945 721 953</box>
logo-line-1: روزنــامــه <box>928 37 960 44</box>
ad-reference-code: م الف ۱۶۸/۱۴۰۴ <box>819 970 869 977</box>
classified-ad <box>728 78 960 257</box>
ad-body-text: برابر رای شماره ۱۴۰۴۶۰۳۲۲۰۰۳۰۰۴۶۶ - ۱۴۰۴/۲/۱۵ هیات اول/ دوم موضوع قانون تعیین تکلیف وضعیت ثبتی اراضی و ساختمانهای فاقد سند رسمی مستقر در واحد ثبتی حوزه ثبت ملک ایرانشهر تصرفات مالکانه بلامعارض متقاضی آقای کریم بخش ریگی فرزند محمد به شماره ملی ۳۷۱۰۷۷۵۱۲۲ صادره از ایرانشهر در ششدانگ یکباب خانه به مساحت ۲۰۰ مترمربع قسمتی از پلاک ثبتی ۱۲۰- اصلی واقع در قطعه یک بخش ۵ بلوچستان شهر ایرانشهر خریداری از مالک رسمی مع الواسطه محرز گردیده است. لذا به منظور اطلاع عموم مراتب در دو نوبت به فاصله ۱۵ روز آگهی می شود در صورتی که اشخاص نسبت به صدور سند مالکیت متقاضی اعتراضی داشته باشند می توانند از تاریخ انتشار اولین آگهی به مدت دو ماه اعتراض خود را به این اداره تسلیم و پس از اخذ رسید ظرف مدت یکماه از تاریخ تسلیم اعتراض دادخواست خود را به مراجع قضایی تقدیم نمایند. بدیهی است در صورت انقضای مدت مذکور و عدم وصول اعتراض طبق مقررات سند مالکیت صادر خواهد شد. <box>489 658 722 763</box>
logo-line-2: صبح <box>933 44 955 55</box>
publication-date-2: تاریخ انتشار نوبت دوم: ۱۴۰۴/۴/۱۰ <box>620 945 721 953</box>
year-label-row <box>851 39 908 48</box>
ad-body-text: برابر رای شماره ۱۴۰۴۶۰۳۲۲۰۰۳۰۰۲۲۷ - ۱۴۰۴/۲/۱۵ هیات اول/ دوم موضوع قانون تعیین تکلیف وضعیت ثبتی اراضی و ساختمانهای فاقد سند رسمی مستقر در واحد ثبتی حوزه ثبت ملک ایرانشهر تصرفات مالکانه بلامعارض متقاضی آقای امان اله شهنوازی فرزند علی محمد به شماره ملی ۳۷۱۰۸۵۹۲۲۲ صادره از ایرانشهر در ششدانگ یکباب خانه به مساحت ۲۳۵/۵۰ مترمربع قسمتی از پلاک ثبتی ۱۲۰- اصلی واقع در قطعه یک بخش ۵ بلوچستان شهر ایرانشهر خریداری از مالک رسمی مع الواسطه محرز گردیده است. لذا به منظور اطلاع عموم مراتب در دو نوبت به فاصله ۱۵ روز آگهی می شود در صورتی که اشخاص نسبت به صدور سند مالکیت متقاضی اعتراضی داشته باشند می توانند از تاریخ انتشار اولین آگهی به مدت دو ماه اعتراض خود را به این اداره تسلیم و پس از اخذ رسید ظرف مدت یکماه از تاریخ تسلیم اعتراض دادخواست خود را به مراجع قضایی تقدیم نمایند. بدیهی است در صورت انقضای مدت مذکور و عدم وصول اعتراض طبق مقررات سند مالکیت صادر خواهد شد. <box>489 112 722 217</box>
publication-date-2: تاریخ انتشار نوبت دوم: ۱۴۰۴/۴/۱۰ <box>620 763 721 771</box>
ad-body-text: نظر به اینکه خانم میرزایی از مالکین مشاعی پلاک ثبتی های ۵ و ۱۹ و ۴۸ فرعی از سنگ ۵- اصلی واقع در قریه فیروزکوه تقاضای صدور سند مالکیت کاداستر (تک برگی) نموده و با توجه به اینکه سند مالکیت اولیه فاقد مساحت و طول و ابعاد می باشد و صدور سند مالکیت پلاک به صورت تک برگی با درج طول و ابعاد و مساحت (کاداستری) صورت می گیرد مالک طی نامه وارده اعلام نموده که به مجاورین و سایر مالکین مشاعی دسترسی ندارد لذا در اجرای کد ۹۱۴ مجموعه بخشنامه های ثبتی و ماده ۱۲ قانون حدنگار جهت بازدید از محل و تهیه نقشه از محدوده ثبتی پلاک مذکور تعیین وقت شده است. بدینوسیله به اطلاع مالکین مجاور و سایر مالکین مشاعی پلاک فوق و سایر اشخاصی که در پلاک مذکور برای خود حقوقی متصور هستند می رساند جهت حصول اطمینان از عدم تضییع حقوق احتمالی با در دست داشتن مدارک مالکیت و مدارک شناسایی در روز موعد مقرر در محل وقوع ملک حضور بهم رسانند تا برابر مقررات اقدام لازم معمول گردد. ضمنا عدم حضور مانع از ادامه عملیات ثبتی نخواهد شد. <box>11 836 244 941</box>
ad-heading-notice: آگهی موضوع ماده ۳ قانون و ماده ۱۳ آئین نامه قانون تعیین تکلیف وضعیت ثبتی و اراضی و ساختمانهای فاقد سند رسمی <box>494 277 716 293</box>
ad-reference-code: م الف ۱۶۴/۱۴۰۴ <box>580 771 630 779</box>
ad-heading-notice: آگهی موضوع ماده ۳ قانون و ماده ۱۳ آئین نامه قانون تعیین تکلیف وضعیت ثبتی و اراضی و ساختمانهای فاقد سند رسمی <box>347 1015 619 1032</box>
ad-publication-dates <box>489 582 721 590</box>
date-lunar-gregorian-row <box>34 51 169 60</box>
classified-ad <box>489 442 721 613</box>
publication-date: تاریخ انتشار: ۱۴۰۴/۳/۲۶ <box>330 572 402 580</box>
